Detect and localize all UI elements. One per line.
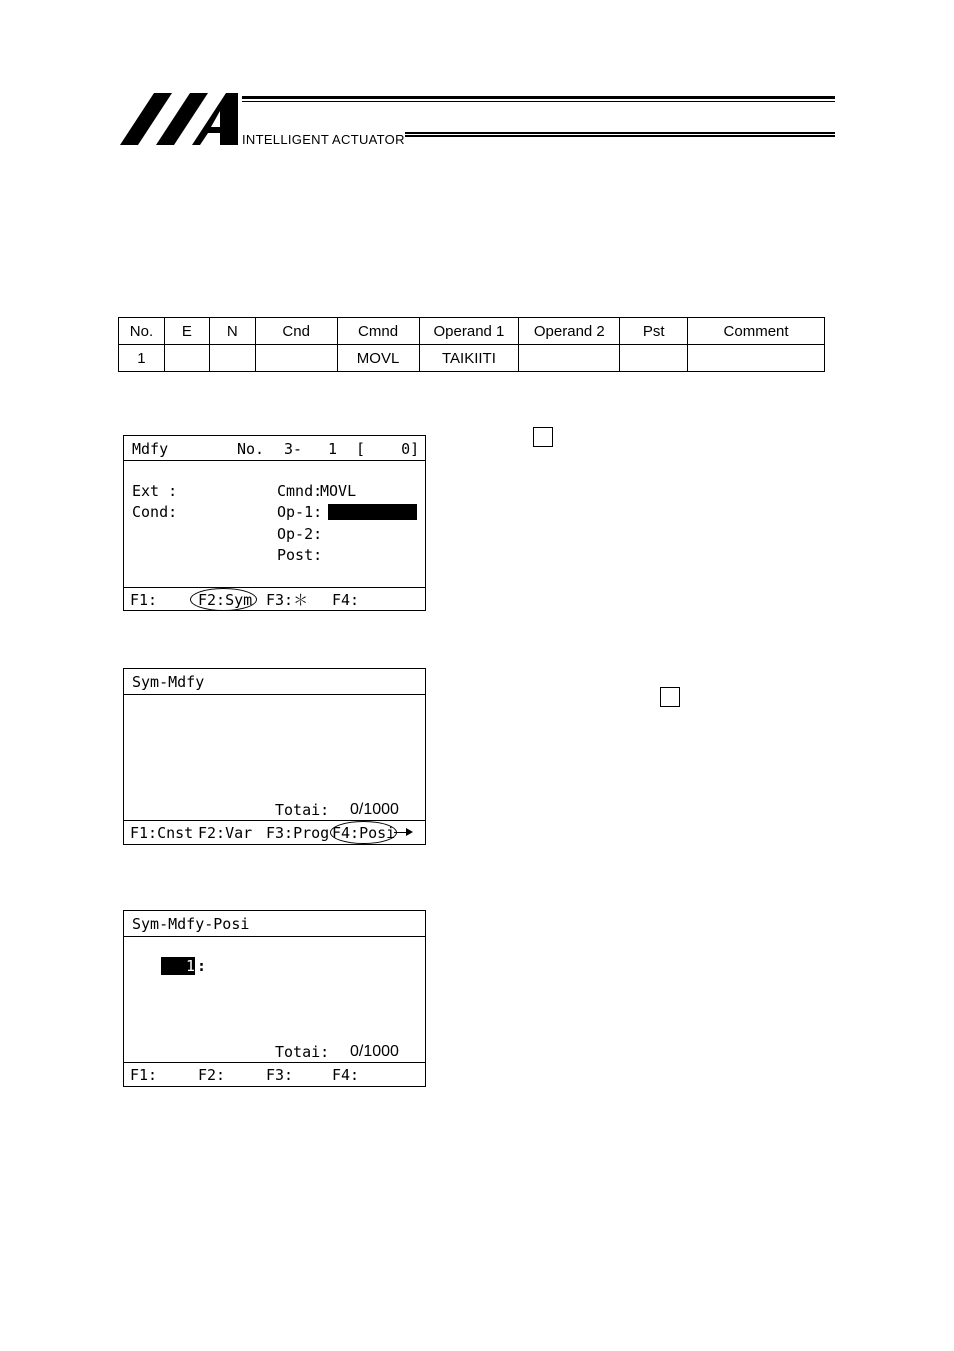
screen1-f2-sym-key[interactable]: F2:Sym xyxy=(198,591,253,609)
screen1-f1-key[interactable]: F1: xyxy=(130,591,158,609)
screen1-f4-key[interactable]: F4: xyxy=(332,591,360,609)
ext-label: Ext : xyxy=(132,482,178,500)
cell-cmnd: MOVL xyxy=(337,345,419,372)
screen-sym-mdfy-posi xyxy=(123,910,426,1087)
iai-logo xyxy=(120,93,240,146)
screen3-f2-key[interactable]: F2: xyxy=(198,1066,226,1084)
col-n: N xyxy=(209,318,255,345)
cell-pst xyxy=(620,345,688,372)
op2-label: Op-2: xyxy=(277,525,323,543)
col-no: No. xyxy=(119,318,165,345)
col-pst: Pst xyxy=(620,318,688,345)
screen1-title: Mdfy xyxy=(132,440,169,458)
screen3-total-value: 0/1000 xyxy=(350,1043,399,1060)
table-header-row xyxy=(119,318,825,345)
table-row xyxy=(119,345,825,372)
header-line-bottom xyxy=(405,132,835,134)
key-box-1 xyxy=(533,427,553,447)
post-label: Post: xyxy=(277,546,323,564)
cell-operand1: TAIKIITI xyxy=(419,345,519,372)
col-operand2: Operand 2 xyxy=(519,318,620,345)
header-line-top xyxy=(242,96,835,99)
cond-label: Cond: xyxy=(132,503,178,521)
screen3-f1-key[interactable]: F1: xyxy=(130,1066,158,1084)
f4-highlight-oval xyxy=(330,821,397,844)
screen2-total-value: 0/1000 xyxy=(350,801,399,818)
op1-cursor-field[interactable] xyxy=(328,504,417,520)
screen2-f1-cnst-key[interactable]: F1:Cnst xyxy=(130,824,194,842)
col-cnd: Cnd xyxy=(255,318,337,345)
symbol-entry-colon: : xyxy=(197,957,207,975)
screen2-title: Sym-Mdfy xyxy=(132,673,205,691)
screen2-f4-posi-key[interactable]: F4:Posi xyxy=(332,824,396,842)
screen2-f3-prog-key[interactable]: F3:Prog xyxy=(266,824,330,842)
brand-text: INTELLIGENT ACTUATOR xyxy=(242,132,405,147)
cell-operand2 xyxy=(519,345,620,372)
screen1-step-value: 1 xyxy=(328,440,338,458)
screen1-no-value: 3- xyxy=(284,440,303,458)
cell-cnd xyxy=(255,345,337,372)
cell-e xyxy=(164,345,209,372)
f2-highlight-oval xyxy=(190,588,257,611)
cell-n xyxy=(209,345,255,372)
screen3-f4-key[interactable]: F4: xyxy=(332,1066,360,1084)
key-box-2 xyxy=(660,687,680,707)
screen1-f3-key[interactable]: F3:＊ xyxy=(266,591,309,609)
header-line-top-thin xyxy=(242,101,835,102)
screen2-f2-var-key[interactable]: F2:Var xyxy=(198,824,253,842)
cmnd-label: Cmnd: xyxy=(277,482,323,500)
header-line-bottom-thick xyxy=(405,135,835,137)
symbol-entry-cursor[interactable]: 1 xyxy=(161,957,195,975)
cell-no: 1 xyxy=(119,345,165,372)
screen3-total-label: Totai: xyxy=(275,1043,330,1061)
program-table xyxy=(118,317,825,372)
screen3-f3-key[interactable]: F3: xyxy=(266,1066,294,1084)
cmnd-value: MOVL xyxy=(320,482,357,500)
screen3-title: Sym-Mdfy-Posi xyxy=(132,915,250,933)
screen1-no-label: No. xyxy=(237,440,265,458)
screen1-bracket-value: [ 0] xyxy=(356,440,420,458)
op1-label: Op-1: xyxy=(277,503,323,521)
col-comment: Comment xyxy=(688,318,825,345)
col-e: E xyxy=(164,318,209,345)
col-operand1: Operand 1 xyxy=(419,318,519,345)
screen-mdfy xyxy=(123,435,426,611)
screen-sym-mdfy xyxy=(123,668,426,845)
arrow-right-icon xyxy=(394,832,411,833)
screen2-total-label: Totai: xyxy=(275,801,330,819)
cell-comment xyxy=(688,345,825,372)
col-cmnd: Cmnd xyxy=(337,318,419,345)
